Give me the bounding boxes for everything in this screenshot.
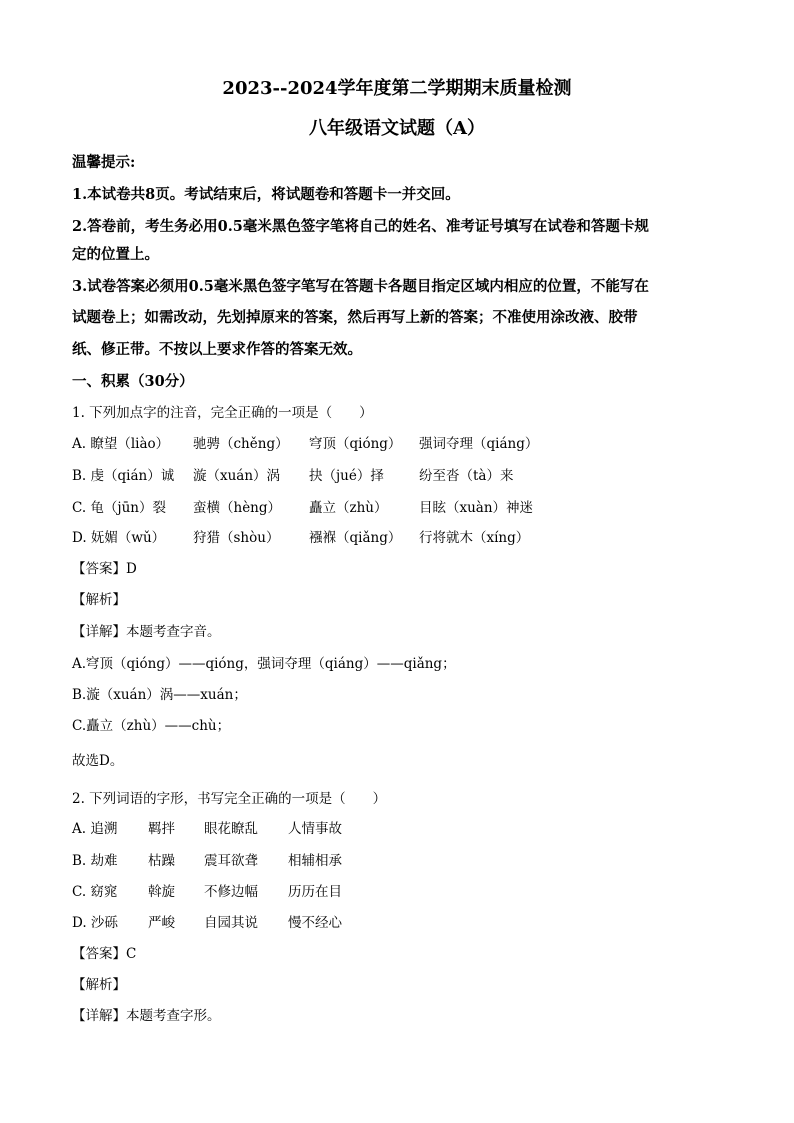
notice-item: 3.试卷答案必须用0.5毫米黑色签字笔写在答题卡各题目指定区域内相应的位置，不能写在 [72,278,649,295]
option-cell: 相辅相承 [288,853,342,869]
section-heading: 一、积累（30分） [72,373,194,390]
explanation-line: A.穹顶（qióng）——qióng，强词夺理（qiáng）——qiǎng； [72,656,456,672]
option-cell: 斡旋 [148,884,175,900]
option-cell: 震耳欲聋 [204,853,258,869]
detail-line: 【详解】本题考查字音。 [72,624,221,640]
notice-item: 定的位置上。 [72,246,159,263]
option-cell: 自园其说 [204,915,258,931]
option-cell: 襁褓（qiǎng） [309,530,402,546]
option-cell: 人情事故 [288,821,342,837]
question-stem: 1. 下列加点字的注音，完全正确的一项是（ ） [72,405,373,421]
explanation-line: 故选D。 [72,753,124,769]
page-subtitle: 八年级语文试题（A） [309,118,485,139]
option-cell: 狩猎（shòu） [193,530,280,546]
option-cell: B. 劫难 [72,853,118,869]
notice-item: 2.答卷前，考生务必用0.5毫米黑色签字笔将自己的姓名、准考证号填写在试卷和答题卡规 [72,218,649,235]
option-cell: B. 虔（qián）诚 [72,468,175,484]
option-cell: 目眩（xuàn）神迷 [419,500,534,516]
detail-line: 【详解】本题考查字形。 [72,1008,221,1024]
option-cell: 矗立（zhù） [309,500,388,516]
option-cell: 行将就木（xíng） [419,530,530,546]
option-cell: A. 瞭望（liào） [72,436,170,452]
page-title: 2023--2024学年度第二学期期末质量检测 [222,78,572,99]
option-cell: 强词夺理（qiáng） [419,436,539,452]
option-cell: 穹顶（qióng） [309,436,402,452]
option-cell: 严峻 [148,915,175,931]
option-cell: A. 追溯 [72,821,118,837]
notice-item: 试题卷上；如需改动，先划掉原来的答案，然后再写上新的答案；不准使用涂改液、胶带 [72,309,638,326]
option-cell: 眼花瞭乱 [204,821,258,837]
option-cell: D. 妩媚（wǔ） [72,530,166,546]
option-cell: 历历在目 [288,884,342,900]
option-cell: 枯躁 [148,853,175,869]
option-cell: 驰骋（chěng） [193,436,289,452]
option-cell: 抉（jué）择 [309,468,384,484]
option-cell: 羁拌 [148,821,175,837]
notice-item: 纸、修正带。不按以上要求作答的答案无效。 [72,341,362,358]
notice-item: 1.本试卷共8页。考试结束后，将试题卷和答题卡一并交回。 [72,186,460,203]
option-cell: 慢不经心 [288,915,342,931]
explanation-line: C.矗立（zhù）——chù； [72,718,231,734]
question-stem: 2. 下列词语的字形，书写完全正确的一项是（ ） [72,791,387,807]
option-cell: 不修边幅 [204,884,258,900]
answer-line: 【答案】D [72,561,137,577]
analysis-tag: 【解析】 [72,592,126,608]
answer-line: 【答案】C [72,946,137,962]
option-cell: C. 龟（jūn）裂 [72,500,167,516]
option-cell: D. 沙砾 [72,915,118,931]
option-cell: 蛮横（hèng） [193,500,282,516]
analysis-tag: 【解析】 [72,977,126,993]
explanation-line: B.漩（xuán）涡——xuán； [72,687,247,703]
notice-heading: 温馨提示: [72,154,136,171]
option-cell: 纷至沓（tà）来 [419,468,514,484]
option-cell: 漩（xuán）涡 [193,468,281,484]
option-cell: C. 窈窕 [72,884,118,900]
